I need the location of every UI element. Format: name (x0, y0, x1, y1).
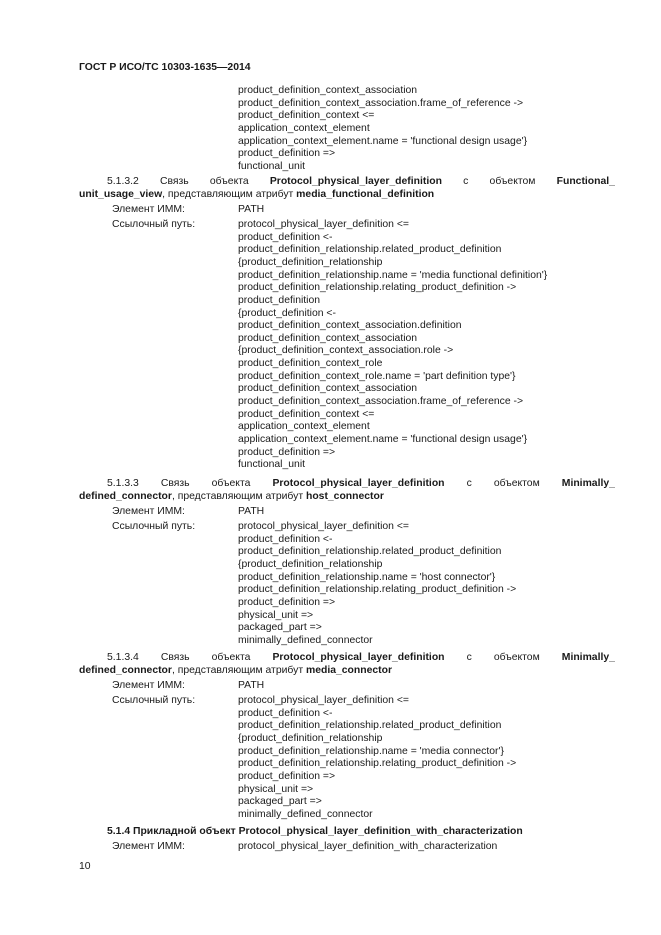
path-line: product_definition_context_role.name = 'part definition type'} (238, 370, 516, 382)
section-number: 5.1.3.3 (107, 478, 139, 489)
path-line: product_definition_context_association.frame_of_reference -> (238, 396, 524, 408)
target-entity-name: Minimally_ (561, 478, 615, 489)
section-heading-continuation (79, 189, 434, 202)
section-number: 5.1.3.4 (107, 652, 139, 663)
heading-word: Связь (160, 652, 190, 663)
path-line: product_definition_context_association (238, 332, 418, 344)
path-line: product_definition_relationship.related_product_definition (238, 546, 502, 558)
path-line: protocol_physical_layer_definition <= (238, 218, 409, 230)
path-line: product_definition_context_association.definition (238, 320, 462, 332)
path-line: physical_unit => (238, 609, 314, 621)
section-heading-continuation (79, 665, 392, 678)
heading-text: , представляющим атрибут (171, 664, 306, 676)
path-line: {product_definition_relationship (238, 558, 383, 570)
path-line: {product_definition_relationship (238, 256, 383, 268)
path-line: {product_definition_context_association.role -> (238, 345, 454, 357)
aim-element-value: PATH (238, 680, 265, 692)
path-line: packaged_part => (238, 622, 322, 634)
heading-text: , представляющим атрибут (162, 188, 297, 200)
path-line: product_definition_relationship.name = 'host connector'} (238, 571, 496, 583)
section-heading (107, 176, 615, 189)
target-entity-name: unit_usage_view (79, 188, 163, 200)
aim-element-value: protocol_physical_layer_definition_with_characterization (238, 841, 498, 852)
path-line: product_definition_relationship.related_product_definition (238, 244, 502, 256)
section-heading (107, 826, 523, 839)
path-line: product_definition => (238, 596, 336, 608)
aim-element-label: Элемент ИММ: (112, 506, 185, 518)
aim-element-label: Элемент ИММ: (112, 680, 185, 692)
path-line: application_context_element (238, 421, 370, 433)
heading-word: объекта (209, 176, 249, 187)
path-line: protocol_physical_layer_definition <= (238, 520, 409, 532)
path-line: minimally_defined_connector (238, 808, 373, 820)
path-line: physical_unit => (238, 783, 314, 795)
path-line: product_definition => (238, 770, 336, 782)
aim-element-value: PATH (238, 506, 265, 518)
path-line: protocol_physical_layer_definition <= (238, 694, 409, 706)
heading-word: с (466, 652, 472, 663)
heading-word: с (463, 176, 469, 187)
heading-word: Связь (160, 478, 190, 489)
section-number: 5.1.3.2 (107, 176, 139, 187)
reference-path-label: Ссылочный путь: (112, 694, 196, 706)
path-line: product_definition_context_association (238, 383, 418, 395)
path-line: application_context_element.name = 'functional design usage'} (238, 434, 528, 445)
target-entity-name: defined_connector (79, 664, 172, 676)
entity-name: Protocol_physical_layer_definition (269, 176, 442, 187)
attribute-name: media_functional_definition (296, 188, 435, 200)
target-entity-name: defined_connector (79, 490, 172, 502)
section-heading (107, 652, 615, 665)
path-line: product_definition_context_association.frame_of_reference -> (238, 97, 524, 109)
reference-path-label: Ссылочный путь: (112, 218, 196, 230)
section-heading (107, 478, 615, 491)
path-line: packaged_part => (238, 796, 322, 808)
path-line: application_context_element (238, 122, 370, 134)
path-line: {product_definition_relationship (238, 732, 383, 744)
entity-name: Protocol_physical_layer_definition_with_characterization (238, 826, 523, 837)
reference-path-label: Ссылочный путь: (112, 520, 196, 532)
aim-element-value: PATH (238, 204, 265, 216)
section-heading-text: 5.1.4 Прикладной объект (107, 826, 239, 837)
path-line: {product_definition <- (238, 307, 336, 319)
path-line: product_definition => (238, 148, 336, 160)
path-line: product_definition_relationship.relating_product_definition -> (238, 758, 517, 770)
path-line: product_definition <- (238, 231, 333, 243)
document-header: ГОСТ Р ИСО/ТС 10303-1635—2014 (79, 62, 251, 73)
target-entity-name: Functional_ (556, 176, 615, 187)
attribute-name: media_connector (305, 664, 393, 676)
path-line: product_definition_context <= (238, 110, 375, 122)
path-line: product_definition_context_role (238, 358, 383, 370)
path-line: product_definition_relationship.relating_product_definition -> (238, 584, 517, 596)
path-line: product_definition_relationship.relating_product_definition -> (238, 282, 517, 294)
path-line: product_definition_relationship.related_product_definition (238, 720, 502, 732)
path-line: product_definition => (238, 446, 336, 458)
page-number: 10 (79, 861, 91, 872)
path-line: functional_unit (238, 160, 306, 172)
aim-element-label: Элемент ИММ: (112, 841, 185, 852)
path-line: product_definition_relationship.name = 'media functional definition'} (238, 269, 548, 281)
path-line: product_definition <- (238, 533, 333, 545)
path-line: application_context_element.name = 'functional design usage'} (238, 135, 528, 147)
heading-word: Связь (159, 176, 189, 187)
entity-name: Protocol_physical_layer_definition (272, 652, 445, 663)
path-line: product_definition_relationship.name = 'media connector'} (238, 745, 504, 757)
attribute-name: host_connector (305, 490, 384, 502)
heading-word: объекта (211, 652, 251, 663)
heading-word: с (466, 478, 472, 489)
aim-element-label: Элемент ИММ: (112, 204, 185, 216)
heading-word: объекта (211, 478, 251, 489)
heading-text: , представляющим атрибут (171, 490, 306, 502)
path-line: product_definition_context_association (238, 85, 418, 96)
target-entity-name: Minimally_ (561, 652, 615, 663)
heading-word: объектом (489, 176, 536, 187)
path-line: product_definition_context <= (238, 408, 375, 420)
path-line: product_definition <- (238, 707, 333, 719)
path-line: functional_unit (238, 459, 306, 471)
path-line: minimally_defined_connector (238, 634, 373, 646)
heading-word: объектом (493, 652, 540, 663)
heading-word: объектом (493, 478, 540, 489)
entity-name: Protocol_physical_layer_definition (272, 478, 445, 489)
path-line: product_definition (238, 294, 321, 306)
section-heading-continuation (79, 491, 384, 504)
